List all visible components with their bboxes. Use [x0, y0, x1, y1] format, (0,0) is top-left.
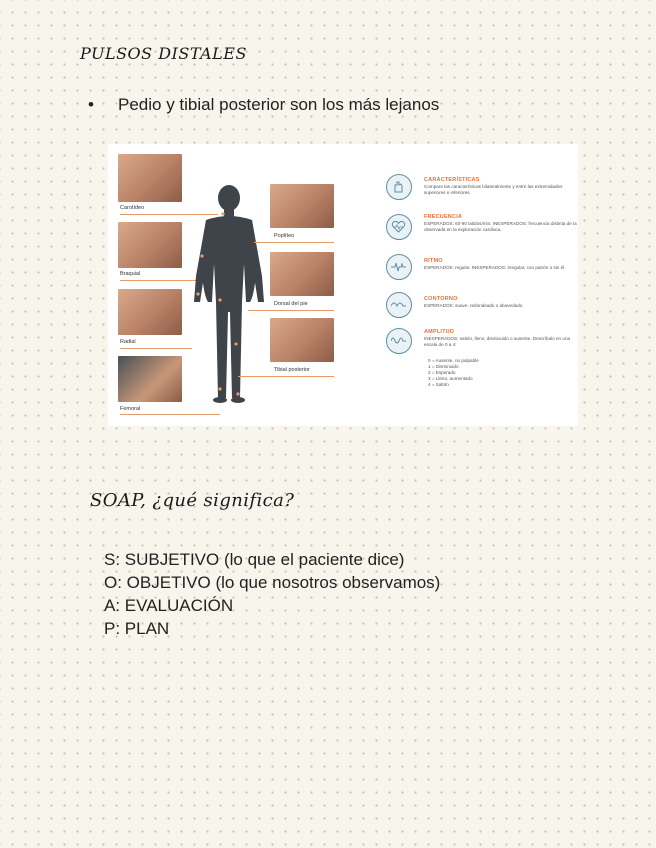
- heart-rate-icon: [386, 214, 412, 240]
- amplitude-scale-1: 1 = Disminuido: [428, 364, 459, 369]
- rhythm-wave-icon: [386, 254, 412, 280]
- hand-pulse-icon: [386, 174, 412, 200]
- bullet-marker: •: [88, 95, 94, 114]
- photo-popliteal: [270, 184, 334, 228]
- bullet-item: [88, 95, 439, 115]
- photo-radial: [118, 289, 182, 335]
- info-title-amplitud: AMPLITUD: [424, 329, 455, 335]
- soap-item-subjetivo: S: SUBJETIVO (lo que el paciente dice): [104, 550, 405, 569]
- pulse-points-figure: [108, 144, 578, 426]
- bullet-text: Pedio y tibial posterior son los más lejanos: [118, 95, 440, 114]
- info-title-ritmo: RITMO: [424, 258, 443, 264]
- section-title-pulsos: PULSOS DISTALES: [80, 44, 247, 63]
- amplitude-scale-3: 3 = Lleno, aumentado: [428, 376, 473, 381]
- soap-list: [104, 548, 440, 640]
- section-title-soap: SOAP, ¿qué significa?: [90, 490, 295, 511]
- info-text-frecuencia: ESPERADOS: 60-90 latidos/min. INESPERADOS: frecuencia distinta de la observada en la exploración cardíaca.: [424, 221, 577, 232]
- photo-dorsal-foot: [270, 252, 334, 296]
- amplitude-scale-4: 4 = Saltón: [428, 382, 449, 387]
- photo-posterior-tibial: [270, 318, 334, 362]
- info-text-contorno: ESPERADOS: suave, redondeado o abovedado.: [424, 303, 524, 308]
- info-title-contorno: CONTORNO: [424, 296, 458, 302]
- label-femoral: Femoral: [120, 406, 141, 412]
- label-radial: Radial: [120, 339, 136, 345]
- label-posterior-tibial: Tibial posterior: [274, 367, 310, 373]
- label-dorsal-foot: Dorsal del pie: [274, 301, 308, 307]
- soap-item-objetivo: O: OBJETIVO (lo que nosotros observamos): [104, 573, 441, 592]
- label-brachial: Braquial: [120, 271, 141, 277]
- contour-wave-icon: [386, 292, 412, 318]
- amplitude-scale-0: 0 = Ausente, no palpable: [428, 358, 479, 363]
- photo-femoral: [118, 356, 182, 402]
- soap-item-evaluacion: A: EVALUACIÓN: [104, 596, 234, 615]
- info-text-caracteristicas: Compare las características bilateralmente y entre las extremidades superiores e inferiores.: [424, 184, 563, 195]
- info-text-ritmo: ESPERADOS: regular. INESPERADOS: irregular, con patrón o sin él.: [424, 265, 566, 270]
- soap-item-plan: P: PLAN: [104, 619, 170, 638]
- info-title-frecuencia: FRECUENCIA: [424, 214, 463, 220]
- info-text-amplitud: INESPERADOS: saltón, lleno, disminuido o ausente. Descríbalo en una escala de 0 a 4:: [424, 336, 571, 347]
- label-popliteal: Poplíteo: [274, 233, 295, 239]
- body-silhouette: [190, 184, 268, 408]
- photo-brachial: [118, 222, 182, 268]
- photo-carotid: [118, 154, 182, 202]
- amplitude-scale-2: 2 = Esperado: [428, 370, 456, 375]
- info-title-caracteristicas: CARACTERÍSTICAS: [424, 177, 480, 183]
- amplitude-wave-icon: [386, 328, 412, 354]
- label-carotid: Carotídeo: [120, 205, 145, 211]
